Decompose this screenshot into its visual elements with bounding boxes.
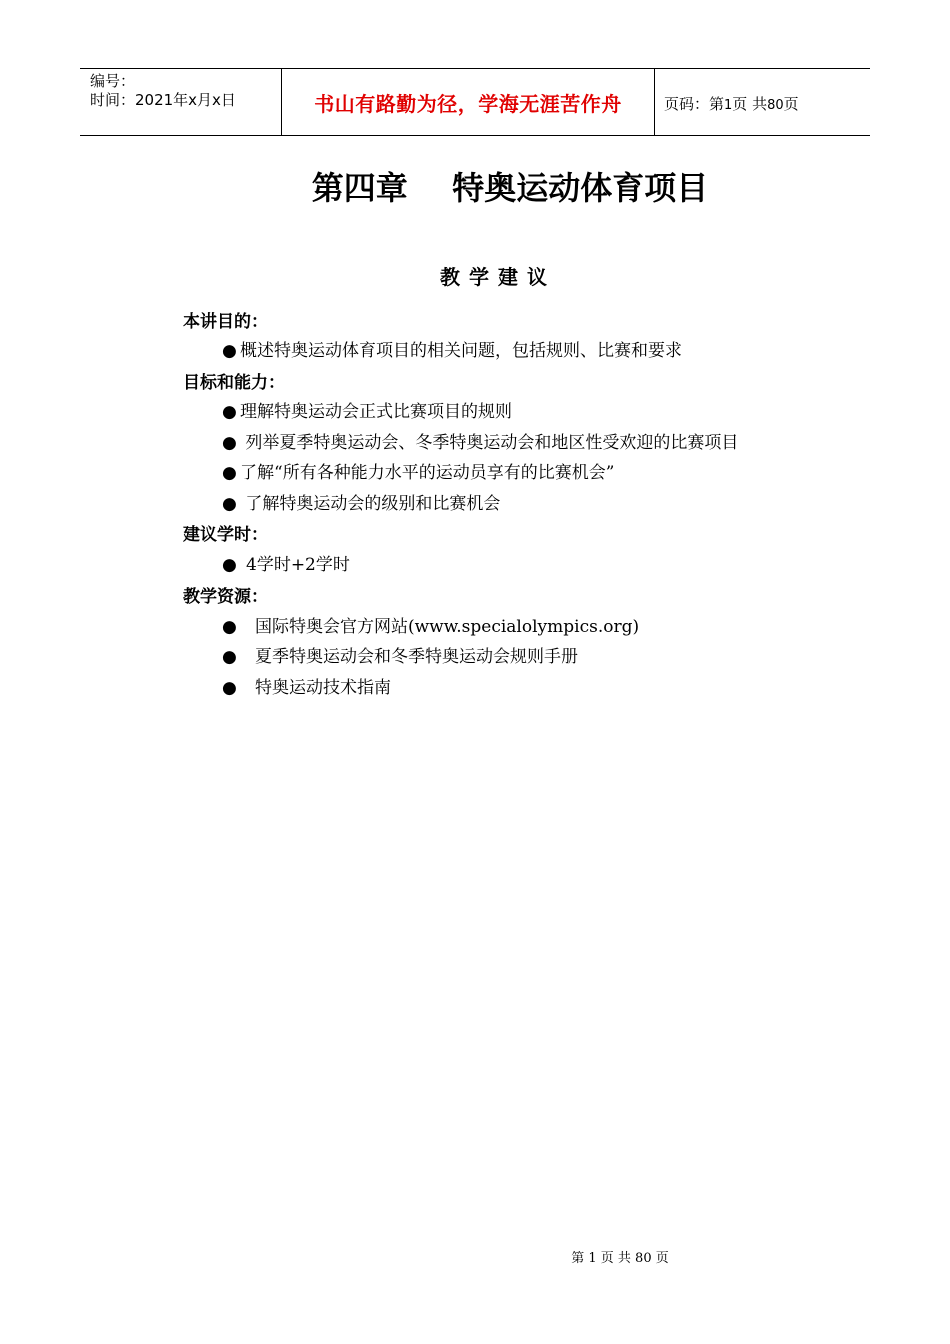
list-item: ● 特奥运动技术指南 [222, 678, 391, 698]
header-top-rule [80, 68, 870, 69]
bullet-icon: ● [222, 433, 237, 453]
header-bottom-rule [80, 135, 870, 136]
purpose-heading: 本讲目的： [183, 312, 268, 332]
list-item: ● 理解特奥运动会正式比赛项目的规则 [222, 402, 512, 422]
bullet-icon: ● [222, 647, 237, 667]
bullet-icon: ● [222, 402, 237, 422]
header-info [90, 72, 236, 110]
header-page-info: 页码：第1页 共80页 [664, 95, 799, 113]
header-divider-right [654, 68, 655, 136]
list-item: ● 国际特奥会官方网站(www.specialolympics.org) [222, 617, 640, 637]
goals-heading: 目标和能力： [183, 373, 285, 393]
list-item: ● 了解特奥运动会的级别和比赛机会 [222, 494, 501, 514]
date-line: 时间：2021年x月x日 [90, 91, 236, 109]
page-total: 80 [767, 98, 784, 113]
list-item: ● 了解“所有各种能力水平的运动员享有的比赛机会” [222, 463, 615, 483]
page-footer: 第 1 页 共 80 页 [571, 1251, 669, 1266]
bullet-icon: ● [222, 678, 237, 698]
header-motto: 书山有路勤为径，学海无涯苦作舟 [314, 92, 622, 116]
section-subtitle: 教学建议 [440, 265, 556, 289]
serial-label: 编号： [90, 72, 136, 90]
bullet-icon: ● [222, 463, 237, 483]
bullet-icon: ● [222, 555, 237, 575]
list-item: ● 4学时+2学时 [222, 555, 350, 575]
bullet-icon: ● [222, 617, 237, 637]
hours-heading: 建议学时： [183, 525, 268, 545]
chapter-title: 第四章 特奥运动体育项目 [311, 169, 709, 207]
list-item: ● 列举夏季特奥运动会、冬季特奥运动会和地区性受欢迎的比赛项目 [222, 433, 739, 453]
bullet-icon: ● [222, 494, 237, 514]
bullet-icon: ● [222, 341, 237, 361]
resources-heading: 教学资源： [183, 587, 268, 607]
list-item: ● 夏季特奥运动会和冬季特奥运动会规则手册 [222, 647, 578, 667]
list-item: ● 概述特奥运动体育项目的相关问题，包括规则、比赛和要求 [222, 341, 682, 361]
page-current: 1 [724, 98, 733, 113]
